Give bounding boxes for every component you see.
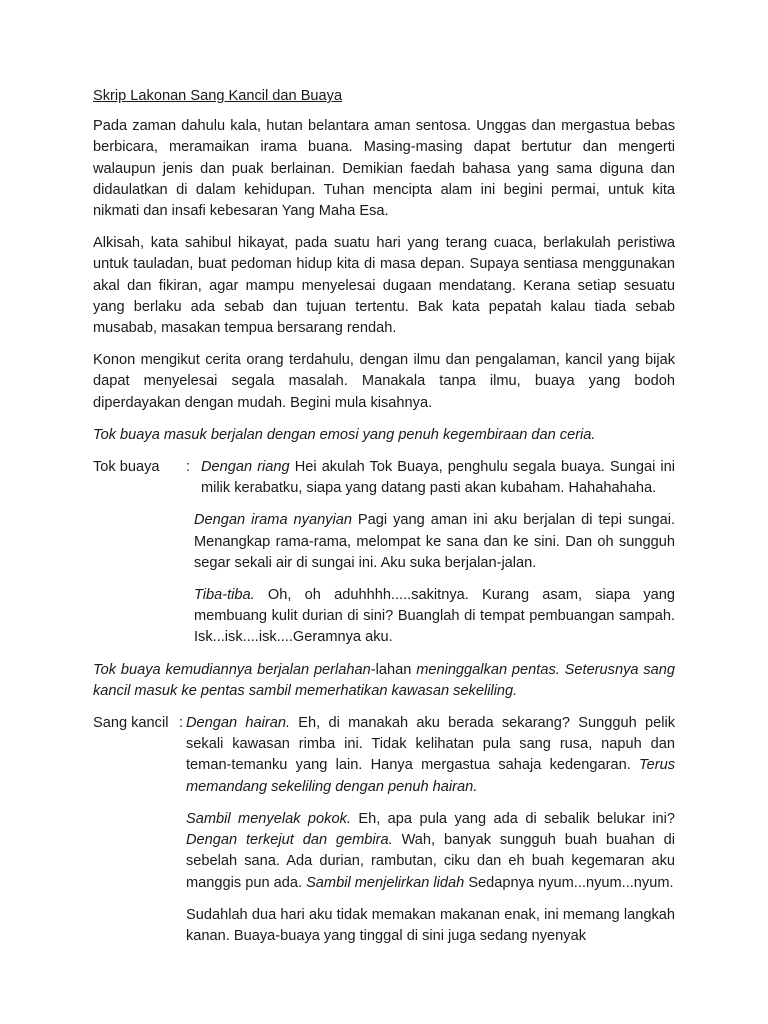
dialogue-line: [186, 809, 675, 894]
spoken-text: Sedapnya nyum...nyum...nyum.: [464, 874, 674, 891]
intro-paragraph-1: Pada zaman dahulu kala, hutan belantara aman sentosa. Unggas dan mergastua bebas berbicara, meramaikan irama buana. Masing-masing dapat bertutur dan mengerti walaupun jenis dan puak berlainan. Demikian faedah bahasa yang sama diguna dan didaulatkan di dalam kehidupan. Tuhan mencipta alam ini begini permai, untuk kita nikmati dan insafi kebesaran Yang Maha Esa.: [93, 118, 675, 220]
stage-cue: Dengan hairan.: [186, 715, 291, 732]
stage-direction-part: meninggalkan pentas. Seterusnya sang kancil masuk ke pentas sambil memerhatikan kawasan sekeliling.: [93, 661, 675, 699]
stage-direction-1: Tok buaya masuk berjalan dengan emosi yang penuh kegembiraan dan ceria.: [93, 426, 596, 443]
dialogue-lines: [201, 457, 675, 499]
stage-cue: Dengan irama nyanyian: [194, 512, 352, 529]
dialogue-tok-buaya: [93, 457, 675, 499]
speaker-colon: :: [179, 715, 184, 732]
dialogue-line: [201, 457, 675, 499]
stage-cue: Sambil menyelak pokok.: [186, 810, 351, 827]
document-title: Skrip Lakonan Sang Kancil dan Buaya: [93, 88, 343, 104]
stage-direction-2: [93, 660, 675, 702]
stage-direction-part: Tok buaya kemudiannya berjalan perlahan: [93, 661, 371, 678]
dialogue-sang-kancil: [93, 713, 675, 798]
spoken-text: Hei akulah Tok Buaya, penghulu segala buaya. Sungai ini milik kerabatku, siapa yang datang pasti akan kubaham. Hahahahaha.: [201, 459, 675, 497]
dialogue-line: [194, 585, 675, 649]
stage-cue: Tiba-tiba.: [194, 587, 255, 604]
speaker-name: Sang kancil: [93, 715, 169, 732]
dialogue-line: [194, 510, 675, 574]
spoken-text: Eh, apa pula yang ada di sebalik belukar ini?: [350, 810, 675, 827]
speaker-colon: :: [186, 459, 191, 476]
dialogue-line: Sudahlah dua hari aku tidak memakan makanan enak, ini memang langkah kanan. Buaya-buaya yang tinggal di sini juga sedang nyenyak: [186, 906, 675, 944]
spoken-text: Oh, oh aduhhhh.....sakitnya. Kurang asam, siapa yang membuang kulit durian di sini? Buanglah di tempat pembuangan sampah. Isk...isk....isk....Geramnya aku.: [194, 587, 675, 646]
stage-cue: Dengan riang: [201, 459, 290, 476]
stage-cue: Terus memandang sekeliling dengan penuh hairan.: [186, 757, 675, 795]
stage-cue: Dengan terkejut dan gembira.: [186, 832, 393, 849]
spoken-text: Pagi yang aman ini aku berjalan di tepi sungai. Menangkap rama-rama, melompat ke sana dan ke sini. Dan oh sungguh segar sekali air di sungai ini. Aku suka berjalan-jalan.: [194, 512, 676, 571]
spoken-text: Eh, di manakah aku berada sekarang? Sungguh pelik sekali kawasan rimba ini. Tidak kelihatan pula sang rusa, napuh dan teman-temanku yang lain. Hanya mergastua sahaja kedengaran.: [186, 715, 675, 774]
intro-paragraph-3: Konon mengikut cerita orang terdahulu, dengan ilmu dan pengalaman, kancil yang bijak dapat menyelesai segala masalah. Manakala tanpa ilmu, buaya yang bodoh diperdayakan dengan mudah. Begini mula kisahnya.: [93, 352, 675, 411]
spoken-text: Wah, banyak sungguh buah buahan di sebelah sana. Ada durian, rambutan, ciku dan eh buah kegemaran aku manggis pun ada.: [186, 832, 675, 891]
stage-direction-part: -lahan: [370, 661, 417, 678]
stage-cue: Sambil menjelirkan lidah: [306, 874, 465, 891]
document-page: [93, 86, 675, 958]
speaker-name: Tok buaya: [93, 459, 160, 476]
intro-paragraph-2: Alkisah, kata sahibul hikayat, pada suatu hari yang terang cuaca, berlakulah peristiwa untuk tauladan, buat pedoman hidup kita di masa depan. Supaya sentiasa menggunakan akal dan fikiran, agar mampu menyelesai dugaan mendatang. Kerana setiap sesuatu yang berlaku ada sebab dan tujuan tertentu. Bak kata pepatah kalau tiada sebab musabab, masakan tempua bersarang rendah.: [93, 235, 675, 337]
dialogue-line: [186, 713, 675, 798]
dialogue-lines: [186, 713, 675, 798]
